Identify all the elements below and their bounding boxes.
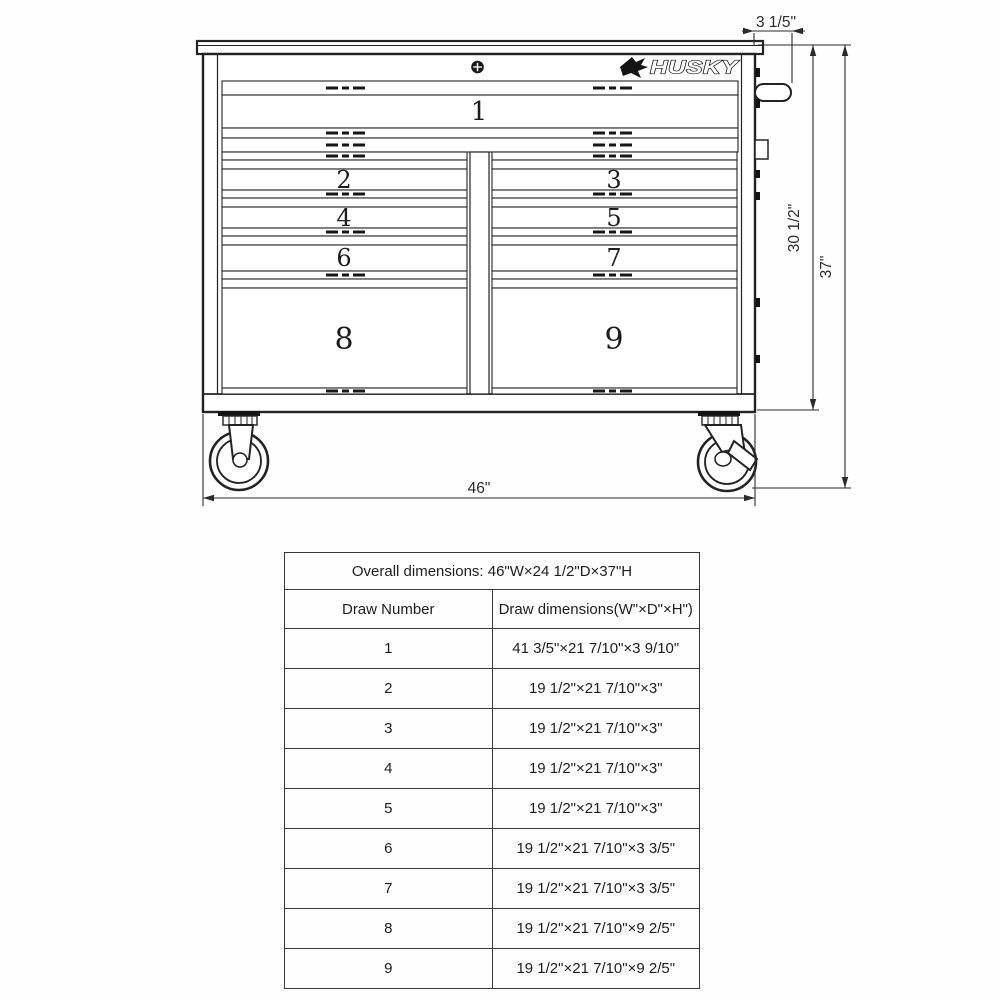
cell-number-2: 2	[285, 669, 493, 709]
cell-dimensions-2: 19 1/2"×21 7/10"×3"	[492, 669, 700, 709]
cell-dimensions-9: 19 1/2"×21 7/10"×9 2/5"	[492, 949, 700, 989]
husky-logo-text: HUSKY	[650, 57, 740, 78]
cell-dimensions-1: 41 3/5"×21 7/10"×3 9/10"	[492, 629, 700, 669]
drawer-9-label: 9	[604, 322, 624, 357]
cell-number-1: 1	[285, 629, 493, 669]
cell-dimensions-3: 19 1/2"×21 7/10"×3"	[492, 709, 700, 749]
table-row	[285, 949, 700, 989]
cell-dimensions-7: 19 1/2"×21 7/10"×3 3/5"	[492, 869, 700, 909]
table-title-row	[285, 553, 700, 590]
drawer-8-label: 8	[334, 322, 354, 357]
dim-overall-height	[842, 45, 848, 488]
dim-overall-width-label: 46"	[467, 480, 491, 497]
col-header-draw-number: Draw Number	[285, 590, 493, 629]
cell-dimensions-4: 19 1/2"×21 7/10"×3"	[492, 749, 700, 789]
center-divider	[470, 152, 489, 394]
cell-dimensions-8: 19 1/2"×21 7/10"×9 2/5"	[492, 909, 700, 949]
dim-cabinet-height-label: 30 1/2"	[786, 203, 803, 253]
cell-number-3: 3	[285, 709, 493, 749]
caster-left	[210, 411, 268, 490]
cell-number-5: 5	[285, 789, 493, 829]
cell-number-6: 6	[285, 829, 493, 869]
table-row	[285, 749, 700, 789]
drawer-5-label: 5	[606, 204, 622, 232]
cell-number-4: 4	[285, 749, 493, 789]
table-row	[285, 829, 700, 869]
side-bracket	[755, 140, 768, 159]
side-handle	[755, 84, 791, 101]
cell-number-8: 8	[285, 909, 493, 949]
caster-right	[698, 411, 757, 491]
lock-icon	[472, 61, 484, 73]
drawer-7-label: 7	[606, 244, 622, 272]
table-row	[285, 709, 700, 749]
dimensions-table	[284, 552, 700, 989]
cabinet	[197, 41, 791, 491]
table-header-row	[285, 590, 700, 629]
table-row	[285, 789, 700, 829]
table-row	[285, 669, 700, 709]
top-surface	[197, 41, 763, 54]
cell-number-9: 9	[285, 949, 493, 989]
table-row	[285, 909, 700, 949]
table-title: Overall dimensions: 46"W×24 1/2"D×37"H	[285, 553, 700, 590]
table-row	[285, 629, 700, 669]
drawer-1-label: 1	[470, 97, 488, 127]
cell-dimensions-5: 19 1/2"×21 7/10"×3"	[492, 789, 700, 829]
drawer-6-label: 6	[336, 244, 352, 272]
dim-overall-height-label: 37"	[818, 255, 835, 279]
drawer-4-label: 4	[336, 204, 352, 232]
col-header-draw-dimensions: Draw dimensions(W"×D"×H")	[492, 590, 700, 629]
table-row	[285, 869, 700, 909]
dim-handle-depth-label: 3 1/5"	[756, 14, 796, 31]
cell-number-7: 7	[285, 869, 493, 909]
dim-cabinet-height	[810, 45, 816, 410]
cell-dimensions-6: 19 1/2"×21 7/10"×3 3/5"	[492, 829, 700, 869]
drawer-2-label: 2	[336, 166, 352, 194]
drawer-3-label: 3	[606, 166, 622, 194]
